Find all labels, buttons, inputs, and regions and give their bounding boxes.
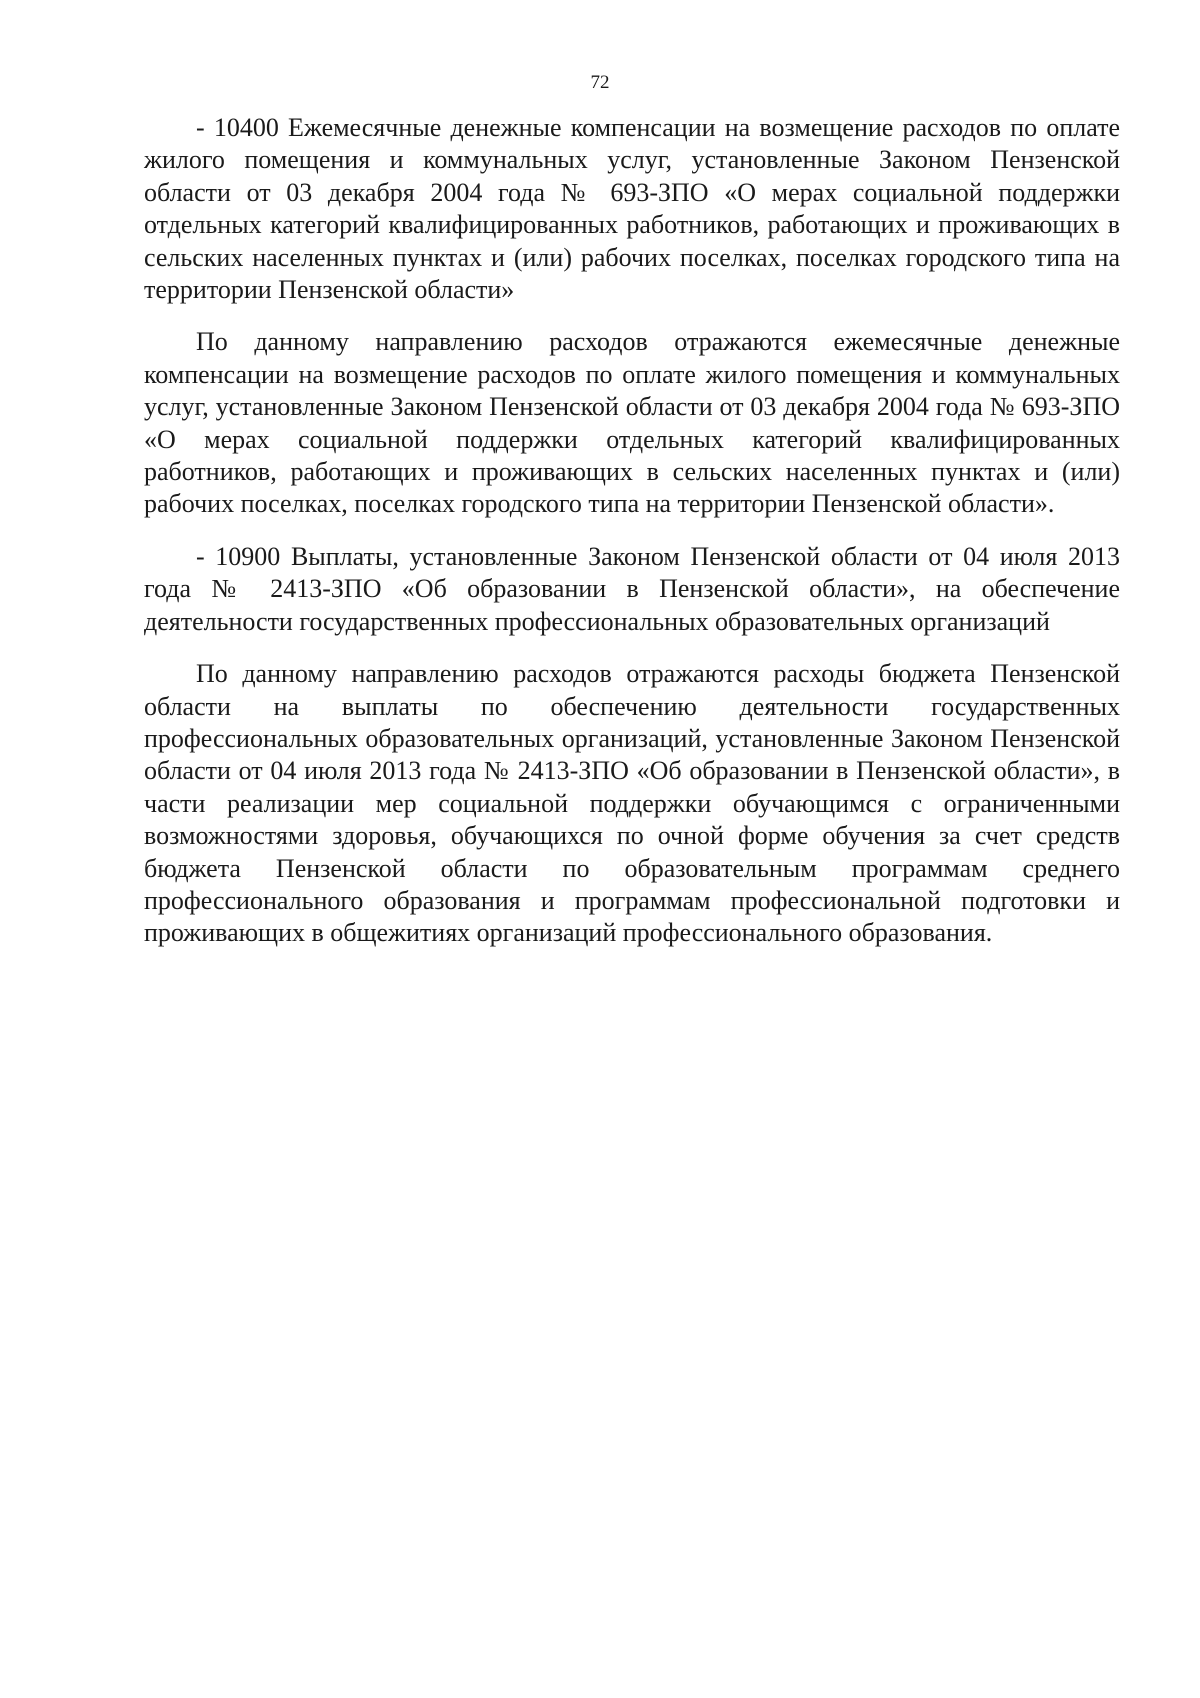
- paragraph-10400-heading: - 10400 Ежемесячные денежные компенсации на возмещение расходов по оплате жилого помещения и коммунальных услуг, установленные Законом Пензенской области от 03 декабря 2004 года № 693-ЗПО «О мерах социальной поддержки отдельных категорий квалифицированных работников, работающих и проживающих в сельских населенных пунктах и (или) рабочих поселках, поселках городского типа на территории Пензенской области»: [144, 113, 1120, 305]
- paragraph-gap: [144, 521, 1120, 541]
- paragraph-10400-description: По данному направлению расходов отражаются ежемесячные денежные компенсации на возмещение расходов по оплате жилого помещения и коммунальных услуг, установленные Законом Пензенской области от 03 декабря 2004 года № 693-ЗПО «О мерах социальной поддержки отдельных категорий квалифицированных работников, работающих и проживающих в сельских населенных пунктах и (или) рабочих поселках, поселках городского типа на территории Пензенской области».: [144, 327, 1120, 519]
- document-body: [144, 112, 1120, 950]
- paragraph-gap: [144, 638, 1120, 658]
- paragraph-10900-heading: - 10900 Выплаты, установленные Законом Пензенской области от 04 июля 2013 года № 2413-ЗПО «Об образовании в Пензенской области», на обеспечение деятельности государственных профессиональных образовательных организаций: [144, 541, 1120, 636]
- paragraph-10900-description: По данному направлению расходов отражаются расходы бюджета Пензенской области на выплаты по обеспечению деятельности государственных профессиональных образовательных организаций, установленные Законом Пензенской области от 04 июля 2013 года № 2413-ЗПО «Об образовании в Пензенской области», в части реализации мер социальной поддержки обучающимся с ограниченными возможностями здоровья, обучающихся по очной форме обучения за счет средств бюджета Пензенской области по образовательным программам среднего профессионального образования и программам профессиональной подготовки и проживающих в общежитиях организаций профессионального образования.: [144, 659, 1120, 948]
- page-number: 72: [590, 72, 610, 93]
- paragraph-gap: [144, 306, 1120, 326]
